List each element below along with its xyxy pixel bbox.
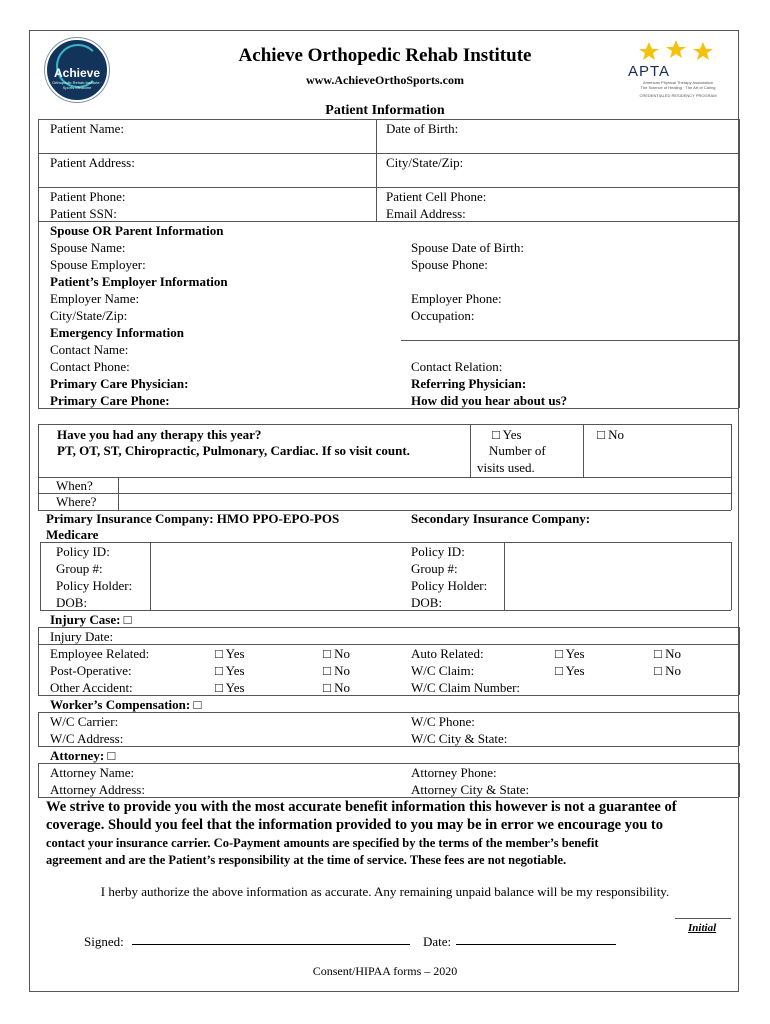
other-yes-checkbox[interactable]: □ Yes	[215, 680, 245, 695]
therapy-question: Have you had any therapy this year?	[57, 427, 262, 442]
insured-dob-label[interactable]: DOB:	[56, 595, 88, 610]
attorney-phone-label[interactable]: Attorney Phone:	[411, 765, 497, 780]
therapy-types: PT, OT, ST, Chiropractic, Pulmonary, Cardiac. If so visit count.	[57, 443, 410, 458]
dob-label[interactable]: Date of Birth:	[386, 121, 459, 136]
where-label[interactable]: Where?	[56, 494, 97, 509]
employer-phone-label[interactable]: Employer Phone:	[411, 291, 502, 306]
wc-heading[interactable]: Worker’s Compensation: □	[50, 697, 202, 712]
auto-related-label: Auto Related:	[411, 646, 484, 661]
apta-tag: The Science of Healing · The Art of Caring	[640, 85, 716, 90]
spouse-phone-label[interactable]: Spouse Phone:	[411, 257, 488, 272]
pcp-phone-label[interactable]: Primary Care Phone:	[50, 393, 170, 408]
city-label[interactable]: City/State/Zip:	[386, 155, 464, 170]
secondary-policy-id-label[interactable]: Policy ID:	[411, 544, 465, 559]
attorney-name-label[interactable]: Attorney Name:	[50, 765, 135, 780]
initial-label[interactable]: Initial	[688, 922, 717, 934]
email-label[interactable]: Email Address:	[386, 206, 466, 221]
occupation-label[interactable]: Occupation:	[411, 308, 475, 323]
policy-holder-label[interactable]: Policy Holder:	[56, 578, 133, 593]
contact-relation-label[interactable]: Contact Relation:	[411, 359, 503, 374]
pcp-label[interactable]: Primary Care Physician:	[50, 376, 189, 391]
date-label: Date:	[423, 934, 452, 949]
website: www.AchieveOrthoSports.com	[306, 73, 464, 87]
section-title: Patient Information	[325, 103, 445, 118]
wc-city-label[interactable]: W/C City & State:	[411, 731, 508, 746]
wc-phone-label[interactable]: W/C Phone:	[411, 714, 475, 729]
employee-no-checkbox[interactable]: □ No	[323, 646, 350, 661]
attorney-city-label[interactable]: Attorney City & State:	[411, 782, 530, 797]
therapy-no-checkbox[interactable]: □ No	[597, 427, 624, 442]
logo-sub: Orthopedic Rehab Institute · Sports Medicine	[51, 80, 103, 90]
wc-address-label[interactable]: W/C Address:	[50, 731, 124, 746]
notice-line-4: agreement and are the Patient’s responsibility at the time of service. These fees are not negotiable.	[46, 853, 567, 867]
visits-label-2: visits used.	[477, 460, 535, 475]
attorney-address-label[interactable]: Attorney Address:	[50, 782, 145, 797]
wc-claim-no-checkbox[interactable]: □ No	[654, 663, 681, 678]
apta-sub: American Physical Therapy Association	[643, 80, 713, 85]
auto-no-checkbox[interactable]: □ No	[654, 646, 681, 661]
other-accident-label: Other Accident:	[50, 680, 133, 695]
post-op-yes-checkbox[interactable]: □ Yes	[215, 663, 245, 678]
primary-insurance-label: Primary Insurance Company: HMO PPO-EPO-POS	[46, 511, 340, 526]
post-op-no-checkbox[interactable]: □ No	[323, 663, 350, 678]
patient-address-label[interactable]: Patient Address:	[50, 155, 135, 170]
page-title: Achieve Orthopedic Rehab Institute	[238, 45, 532, 66]
primary-insurance-medicare: Medicare	[46, 527, 99, 542]
secondary-group-label[interactable]: Group #:	[411, 561, 458, 576]
apta-program: CREDENTIALED RESIDENCY PROGRAM	[639, 93, 717, 98]
visits-label-1: Number of	[489, 443, 546, 458]
employer-city-label[interactable]: City/State/Zip:	[50, 308, 128, 323]
signature-line[interactable]	[132, 944, 410, 945]
attorney-heading[interactable]: Attorney: □	[50, 748, 116, 763]
footer: Consent/HIPAA forms – 2020	[312, 964, 458, 978]
wc-carrier-label[interactable]: W/C Carrier:	[50, 714, 119, 729]
spouse-name-label[interactable]: Spouse Name:	[50, 240, 126, 255]
secondary-policy-holder-label[interactable]: Policy Holder:	[411, 578, 488, 593]
employer-heading: Patient’s Employer Information	[50, 274, 228, 289]
wc-claim-yes-checkbox[interactable]: □ Yes	[555, 663, 585, 678]
ssn-label[interactable]: Patient SSN:	[50, 206, 117, 221]
wc-claim-number-label[interactable]: W/C Claim Number:	[411, 680, 521, 695]
injury-heading[interactable]: Injury Case: □	[50, 612, 132, 627]
emergency-heading: Emergency Information	[50, 325, 184, 340]
other-no-checkbox[interactable]: □ No	[323, 680, 350, 695]
secondary-insurance-label: Secondary Insurance Company:	[411, 511, 591, 526]
logo-word: Achieve	[53, 66, 101, 80]
contact-phone-label[interactable]: Contact Phone:	[50, 359, 130, 374]
signed-label: Signed:	[84, 934, 124, 949]
when-label[interactable]: When?	[56, 478, 93, 493]
secondary-dob-label[interactable]: DOB:	[411, 595, 443, 610]
notice-line-1: We strive to provide you with the most accurate benefit information this however is not a guarantee of	[46, 799, 677, 815]
contact-name-label[interactable]: Contact Name:	[50, 342, 129, 357]
employer-name-label[interactable]: Employer Name:	[50, 291, 140, 306]
employee-related-label: Employee Related:	[50, 646, 150, 661]
apta-name: APTA	[628, 63, 671, 80]
wc-claim-label: W/C Claim:	[411, 663, 475, 678]
patient-name-label[interactable]: Patient Name:	[50, 121, 125, 136]
policy-id-label[interactable]: Policy ID:	[56, 544, 110, 559]
hear-about-label[interactable]: How did you hear about us?	[411, 393, 568, 408]
auto-yes-checkbox[interactable]: □ Yes	[555, 646, 585, 661]
spouse-employer-label[interactable]: Spouse Employer:	[50, 257, 146, 272]
patient-phone-label[interactable]: Patient Phone:	[50, 189, 126, 204]
therapy-yes-checkbox[interactable]: □ Yes	[492, 427, 522, 442]
date-line[interactable]	[456, 944, 616, 945]
notice-line-2: coverage. Should you feel that the information provided to you may be in error we encourage you to	[46, 817, 664, 833]
cell-phone-label[interactable]: Patient Cell Phone:	[386, 189, 487, 204]
employee-yes-checkbox[interactable]: □ Yes	[215, 646, 245, 661]
referring-label[interactable]: Referring Physician:	[411, 376, 527, 391]
injury-date-label[interactable]: Injury Date:	[50, 629, 114, 644]
authorization-text: I herby authorize the above information as accurate. Any remaining unpaid balance will be my responsibility.	[100, 884, 670, 899]
spouse-heading: Spouse OR Parent Information	[50, 223, 224, 238]
group-label[interactable]: Group #:	[56, 561, 103, 576]
notice-line-3: contact your insurance carrier. Co-Payment amounts are specified by the terms of the member’s benefit	[46, 836, 599, 850]
spouse-dob-label[interactable]: Spouse Date of Birth:	[411, 240, 525, 255]
post-op-label: Post-Operative:	[50, 663, 132, 678]
